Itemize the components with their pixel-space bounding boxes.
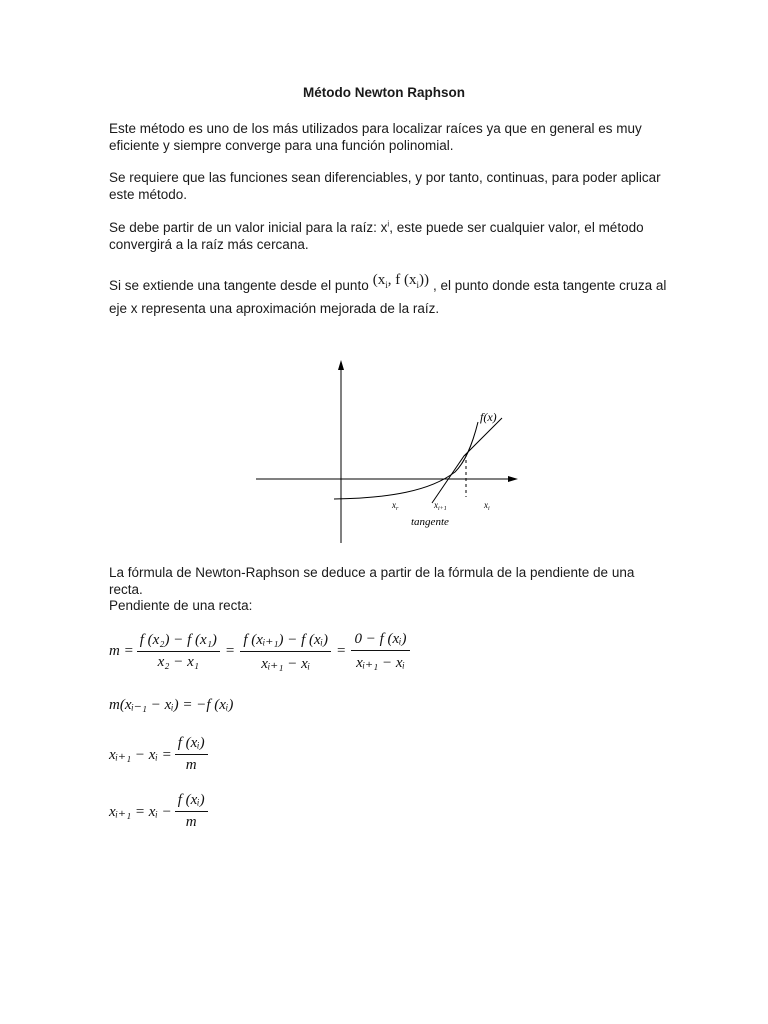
paragraph-requirement: Se requiere que las funciones sean diferenciables, y por tanto, continuas, para poder aplicar este método. [109,170,661,202]
tangent-line [432,418,502,503]
formula-slope-product: m(xᵢ₋₁ − xᵢ) = −f (xᵢ) [109,697,234,713]
page-title: Método Newton Raphson [303,85,465,100]
formula-difference: xᵢ₊₁ − xᵢ = $\frac{\text{f (xᵢ)}}{m}$ [109,735,211,774]
formula-slope: m = $\frac{\text{f (x₂) − f (x₁)}}{\text{x₂ − x₁}}$ = $\frac{\text{f (xᵢ₊₁) − f (xᵢ)}}{\text{xᵢ₊₁ − xᵢ}}$ = $\frac{\text{0 − f (xᵢ)}}{\text{xᵢ₊₁ − xᵢ}}$ [109,630,413,673]
initial-value-text-start: Se debe partir de un valor inicial para la raíz: x [109,220,388,235]
formula-newton-raphson: xᵢ₊₁ = xᵢ − $\frac{\text{f (xᵢ)}}{m}$ [109,792,211,831]
label-xr: $x_r$ [392,500,399,512]
function-curve [334,422,478,499]
newton-raphson-diagram [250,358,530,548]
label-xi: $x_i$ [484,500,490,512]
tangent-label: tangente [411,516,449,528]
tangent-text-end: , el punto donde esta tangente cruza al eje x representa una aproximación mejorada de la raíz. [109,278,667,316]
formula-slope-fraction-2: $\frac{\text{f (xᵢ₊₁) − f (xᵢ)}}{\text{xᵢ₊₁ − xᵢ}}$ [240,630,331,673]
formula-difference-fraction: $\frac{\text{f (xᵢ)}}{m}$ [175,735,208,774]
point-notation: ($x_i$, f $(x_i)$) [372,272,429,290]
initial-value-superscript: i [387,219,390,229]
y-axis-arrow [338,360,344,370]
formula-newton-raphson-fraction: $\frac{\text{f (xᵢ)}}{m}$ [175,792,208,831]
formula-slope-fraction-1: $\frac{\text{f (x₂) − f (x₁)}}{\text{x₂ − x₁}}$ [137,632,220,671]
x-axis-arrow [508,476,518,482]
curve-label: f(x) [480,410,497,424]
label-xi-plus-1: $x_{i+1}$ [434,500,447,512]
paragraph-slope-heading: Pendiente de una recta: [109,598,253,613]
paragraph-intro: Este método es uno de los más utilizados para localizar raíces ya que en general es muy eficiente y siempre converge para una función polinomial. [109,121,642,153]
paragraph-formula-intro: La fórmula de Newton-Raphson se deduce a partir de la fórmula de la pendiente de una recta. [109,565,635,597]
tangent-text-start: Si se extiende una tangente desde el punto [109,278,369,293]
paragraph-initial-value [109,219,669,253]
paragraph-tangent [109,272,669,317]
formula-slope-fraction-3: $\frac{\text{0 − f (xᵢ)}}{\text{xᵢ₊₁ − xᵢ}}$ [351,631,409,672]
initial-value-text-end: , este puede ser cualquier valor, el método convergirá a la raíz más cercana. [109,220,644,252]
formula-slope-m: m = [109,643,134,659]
